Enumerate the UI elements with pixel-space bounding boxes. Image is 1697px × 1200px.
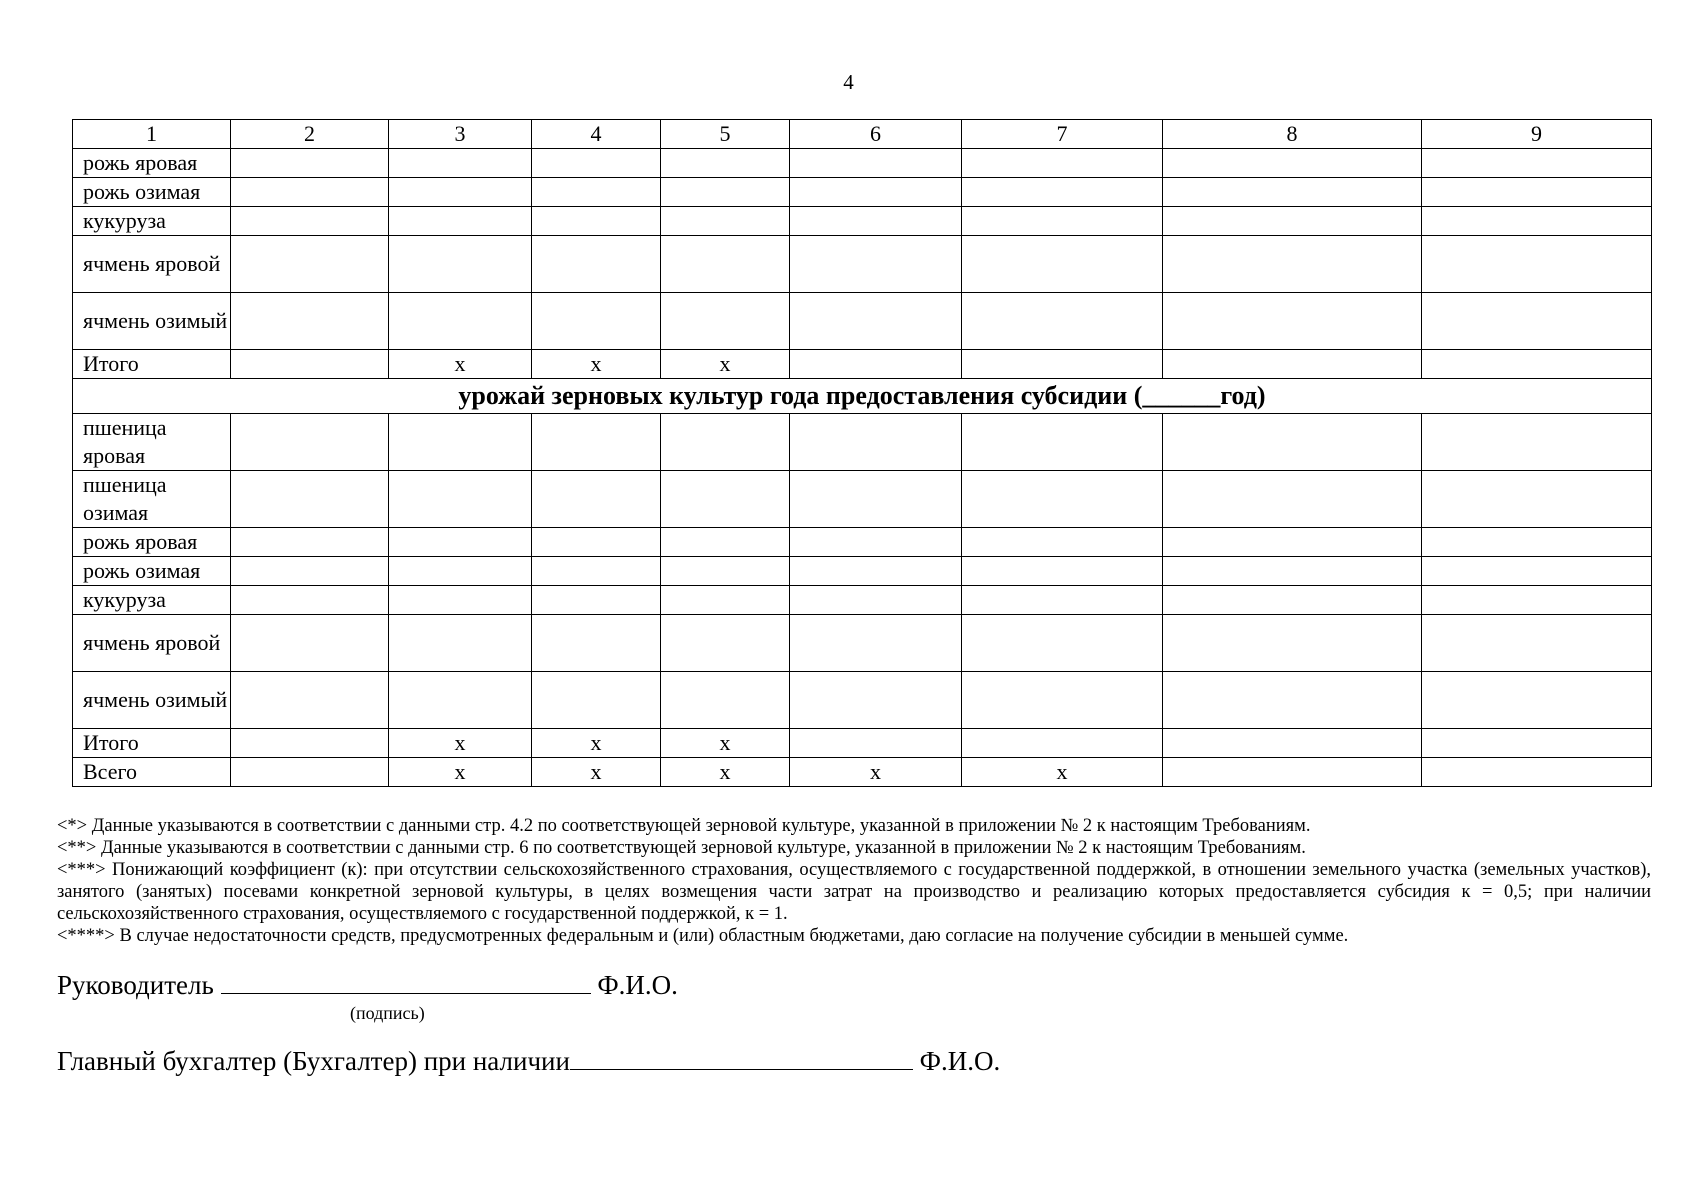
table-body-bottom xyxy=(73,414,1652,787)
table-cell[interactable] xyxy=(389,293,532,350)
crop-name: рожь яровая xyxy=(73,528,231,557)
section-row xyxy=(73,379,1652,414)
crop-name: пшеница озимая xyxy=(73,471,231,528)
table-cell[interactable] xyxy=(962,729,1163,758)
table-cell[interactable] xyxy=(661,557,790,586)
table-row xyxy=(73,414,1652,471)
table-cell[interactable] xyxy=(962,178,1163,207)
table-cell[interactable] xyxy=(661,615,790,672)
table-row xyxy=(73,758,1652,787)
accountant-signature-field[interactable] xyxy=(570,1043,913,1070)
column-number-4: 4 xyxy=(532,120,661,149)
table-cell[interactable] xyxy=(1163,236,1422,293)
accountant-name: Ф.И.О. xyxy=(919,1046,1001,1076)
table-cell[interactable] xyxy=(661,178,790,207)
signature-caption: (подпись) xyxy=(350,1003,425,1023)
table-row xyxy=(73,586,1652,615)
table-cell[interactable]: х xyxy=(532,758,661,787)
table-cell[interactable] xyxy=(1422,586,1652,615)
table-cell[interactable] xyxy=(532,586,661,615)
crop-name: ячмень озимый xyxy=(73,293,231,350)
table-cell[interactable] xyxy=(1163,586,1422,615)
table-cell[interactable] xyxy=(1163,615,1422,672)
crop-name: рожь яровая xyxy=(73,149,231,178)
crop-name: кукуруза xyxy=(73,586,231,615)
head-name: Ф.И.О. xyxy=(597,970,678,1000)
crop-table xyxy=(72,119,1652,787)
footnote-1: <*> Данные указываются в соответствии с данными стр. 4.2 по соответствующей зерновой культуре, указанной в приложении № 2 к настоящим Требованиям. xyxy=(57,816,1311,836)
table-row xyxy=(73,729,1652,758)
column-number-3: 3 xyxy=(389,120,532,149)
table-cell[interactable] xyxy=(790,672,962,729)
column-number-1: 1 xyxy=(73,120,231,149)
column-number-9: 9 xyxy=(1422,120,1652,149)
table-row xyxy=(73,207,1652,236)
table-cell[interactable] xyxy=(231,149,389,178)
table-cell[interactable] xyxy=(532,615,661,672)
column-number-8: 8 xyxy=(1163,120,1422,149)
table-cell[interactable] xyxy=(790,414,962,471)
table-cell[interactable] xyxy=(790,350,962,379)
crop-name: рожь озимая xyxy=(73,178,231,207)
table-cell[interactable] xyxy=(1163,758,1422,787)
table-cell[interactable] xyxy=(790,471,962,528)
table-cell[interactable] xyxy=(532,236,661,293)
table-cell[interactable] xyxy=(962,471,1163,528)
table-cell[interactable] xyxy=(231,207,389,236)
table-cell[interactable] xyxy=(1163,557,1422,586)
table-cell[interactable] xyxy=(1422,758,1652,787)
table-cell[interactable] xyxy=(1163,178,1422,207)
table-cell[interactable] xyxy=(389,236,532,293)
table-cell[interactable] xyxy=(231,615,389,672)
table-cell[interactable] xyxy=(962,207,1163,236)
table-row xyxy=(73,236,1652,293)
table-body-top xyxy=(73,149,1652,379)
table-cell[interactable] xyxy=(1422,528,1652,557)
table-row xyxy=(73,615,1652,672)
table-cell[interactable] xyxy=(661,672,790,729)
table-cell[interactable]: х xyxy=(389,758,532,787)
table-cell[interactable] xyxy=(1163,528,1422,557)
table-cell[interactable] xyxy=(532,178,661,207)
crop-name: Итого xyxy=(73,350,231,379)
table-cell[interactable] xyxy=(231,758,389,787)
table-cell[interactable] xyxy=(790,729,962,758)
crop-name: пшеница яровая xyxy=(73,414,231,471)
table-cell[interactable] xyxy=(790,236,962,293)
head-signature-line xyxy=(57,967,678,1001)
table-cell[interactable] xyxy=(962,615,1163,672)
table-cell[interactable] xyxy=(389,178,532,207)
table-row xyxy=(73,557,1652,586)
table-cell[interactable] xyxy=(1422,729,1652,758)
table-cell[interactable] xyxy=(532,414,661,471)
head-label: Руководитель xyxy=(57,970,214,1000)
table-cell[interactable] xyxy=(962,236,1163,293)
table-cell[interactable] xyxy=(389,471,532,528)
table-cell[interactable] xyxy=(532,471,661,528)
table-cell[interactable] xyxy=(532,672,661,729)
table-cell[interactable] xyxy=(661,293,790,350)
table-cell[interactable] xyxy=(1163,729,1422,758)
table-cell[interactable] xyxy=(790,293,962,350)
table-row xyxy=(73,178,1652,207)
table-cell[interactable] xyxy=(1163,207,1422,236)
table-cell[interactable] xyxy=(661,528,790,557)
table-row xyxy=(73,471,1652,528)
table-cell[interactable]: х xyxy=(389,729,532,758)
table-cell[interactable] xyxy=(231,471,389,528)
table-cell[interactable] xyxy=(962,586,1163,615)
table-cell[interactable] xyxy=(389,672,532,729)
table-cell[interactable] xyxy=(1422,293,1652,350)
table-cell[interactable] xyxy=(1163,414,1422,471)
table-cell[interactable] xyxy=(532,293,661,350)
table-cell[interactable] xyxy=(389,414,532,471)
table-cell[interactable]: х xyxy=(661,729,790,758)
crop-name: ячмень яровой xyxy=(73,615,231,672)
table-cell[interactable] xyxy=(962,293,1163,350)
table-cell[interactable] xyxy=(1422,149,1652,178)
table-cell[interactable] xyxy=(532,149,661,178)
table-cell[interactable] xyxy=(1422,414,1652,471)
table-cell[interactable] xyxy=(661,471,790,528)
column-number-7: 7 xyxy=(962,120,1163,149)
table-cell[interactable]: х xyxy=(962,758,1163,787)
table-cell[interactable] xyxy=(661,236,790,293)
section-title: урожай зерновых культур года предоставления субсидии (______год) xyxy=(73,379,1652,414)
table-cell[interactable] xyxy=(1163,350,1422,379)
table-row xyxy=(73,293,1652,350)
table-cell[interactable] xyxy=(1422,350,1652,379)
table-cell[interactable] xyxy=(389,149,532,178)
table-row xyxy=(73,672,1652,729)
footnote-4: <****> В случае недостаточности средств, предусмотренных федеральным и (или) областным бюджетами, даю согласие на получение субсидии в меньшей сумме. xyxy=(57,926,1349,946)
table-cell[interactable] xyxy=(1163,672,1422,729)
table-cell[interactable] xyxy=(532,528,661,557)
table-cell[interactable] xyxy=(231,586,389,615)
table-cell[interactable] xyxy=(661,149,790,178)
crop-name: ячмень яровой xyxy=(73,236,231,293)
table-cell[interactable] xyxy=(532,557,661,586)
table-cell[interactable]: х xyxy=(790,758,962,787)
table-cell[interactable] xyxy=(962,149,1163,178)
table-cell[interactable]: х xyxy=(532,729,661,758)
table-cell[interactable] xyxy=(1422,207,1652,236)
column-number-2: 2 xyxy=(231,120,389,149)
table-cell[interactable] xyxy=(790,149,962,178)
table-cell[interactable] xyxy=(661,414,790,471)
table-cell[interactable] xyxy=(231,729,389,758)
column-number-6: 6 xyxy=(790,120,962,149)
table-cell[interactable] xyxy=(389,586,532,615)
table-cell[interactable] xyxy=(790,207,962,236)
crop-name: ячмень озимый xyxy=(73,672,231,729)
table-cell[interactable] xyxy=(1163,471,1422,528)
table-cell[interactable] xyxy=(1422,471,1652,528)
table-cell[interactable] xyxy=(389,528,532,557)
table-cell[interactable] xyxy=(790,178,962,207)
column-number-5: 5 xyxy=(661,120,790,149)
table-cell[interactable] xyxy=(790,586,962,615)
table-cell[interactable] xyxy=(1422,615,1652,672)
table-cell[interactable] xyxy=(231,528,389,557)
page-number: 4 xyxy=(843,70,854,94)
crop-name: рожь озимая xyxy=(73,557,231,586)
column-numbers-row xyxy=(73,120,1652,149)
table-cell[interactable] xyxy=(532,207,661,236)
table-cell[interactable] xyxy=(1422,672,1652,729)
table-cell[interactable] xyxy=(389,207,532,236)
table-cell[interactable] xyxy=(1422,557,1652,586)
table-cell[interactable] xyxy=(389,557,532,586)
table-cell[interactable] xyxy=(962,672,1163,729)
table-cell[interactable] xyxy=(1422,178,1652,207)
accountant-signature-line xyxy=(57,1043,1000,1077)
table-cell[interactable] xyxy=(231,178,389,207)
table-cell[interactable]: х xyxy=(532,350,661,379)
table-cell[interactable] xyxy=(231,672,389,729)
table-cell[interactable] xyxy=(962,528,1163,557)
footnote-3: <***> Понижающий коэффициент (к): при отсутствии сельскохозяйственного страхования, осуществляемого с государственной поддержкой, в отношении земельного участка (земельных участков), занятого (занятых) посевами конкретной зерновой культуры, в целях возмещения части затрат на производство и реализацию которых предоставляется субсидия к = 0,5; при наличии сельскохозяйственного страхования, осуществляемого с государственной поддержкой, к = 1. xyxy=(57,860,1651,924)
crop-name: Всего xyxy=(73,758,231,787)
table-cell[interactable] xyxy=(790,615,962,672)
table-cell[interactable] xyxy=(661,586,790,615)
table-cell[interactable] xyxy=(1422,236,1652,293)
table-cell[interactable] xyxy=(661,207,790,236)
table-cell[interactable] xyxy=(790,528,962,557)
crop-name: кукуруза xyxy=(73,207,231,236)
table-row xyxy=(73,528,1652,557)
table-cell[interactable] xyxy=(1163,149,1422,178)
table-cell[interactable] xyxy=(962,414,1163,471)
table-row xyxy=(73,149,1652,178)
crop-name: Итого xyxy=(73,729,231,758)
head-signature-field[interactable] xyxy=(221,967,591,994)
table-cell[interactable] xyxy=(231,236,389,293)
table-cell[interactable]: х xyxy=(661,350,790,379)
table-cell[interactable] xyxy=(231,293,389,350)
table-cell[interactable] xyxy=(389,615,532,672)
table-cell[interactable] xyxy=(962,557,1163,586)
footnotes xyxy=(57,815,1651,947)
table-cell[interactable] xyxy=(790,557,962,586)
table-cell[interactable] xyxy=(962,350,1163,379)
table-cell[interactable]: х xyxy=(661,758,790,787)
table-cell[interactable] xyxy=(1163,293,1422,350)
table-cell[interactable]: х xyxy=(389,350,532,379)
table-cell[interactable] xyxy=(231,350,389,379)
table-row xyxy=(73,350,1652,379)
footnote-2: <**> Данные указываются в соответствии с данными стр. 6 по соответствующей зерновой культуре, указанной в приложении № 2 к настоящим Требованиям. xyxy=(57,838,1306,858)
table-cell[interactable] xyxy=(231,414,389,471)
table-cell[interactable] xyxy=(231,557,389,586)
accountant-label: Главный бухгалтер (Бухгалтер) при наличии xyxy=(57,1046,570,1076)
